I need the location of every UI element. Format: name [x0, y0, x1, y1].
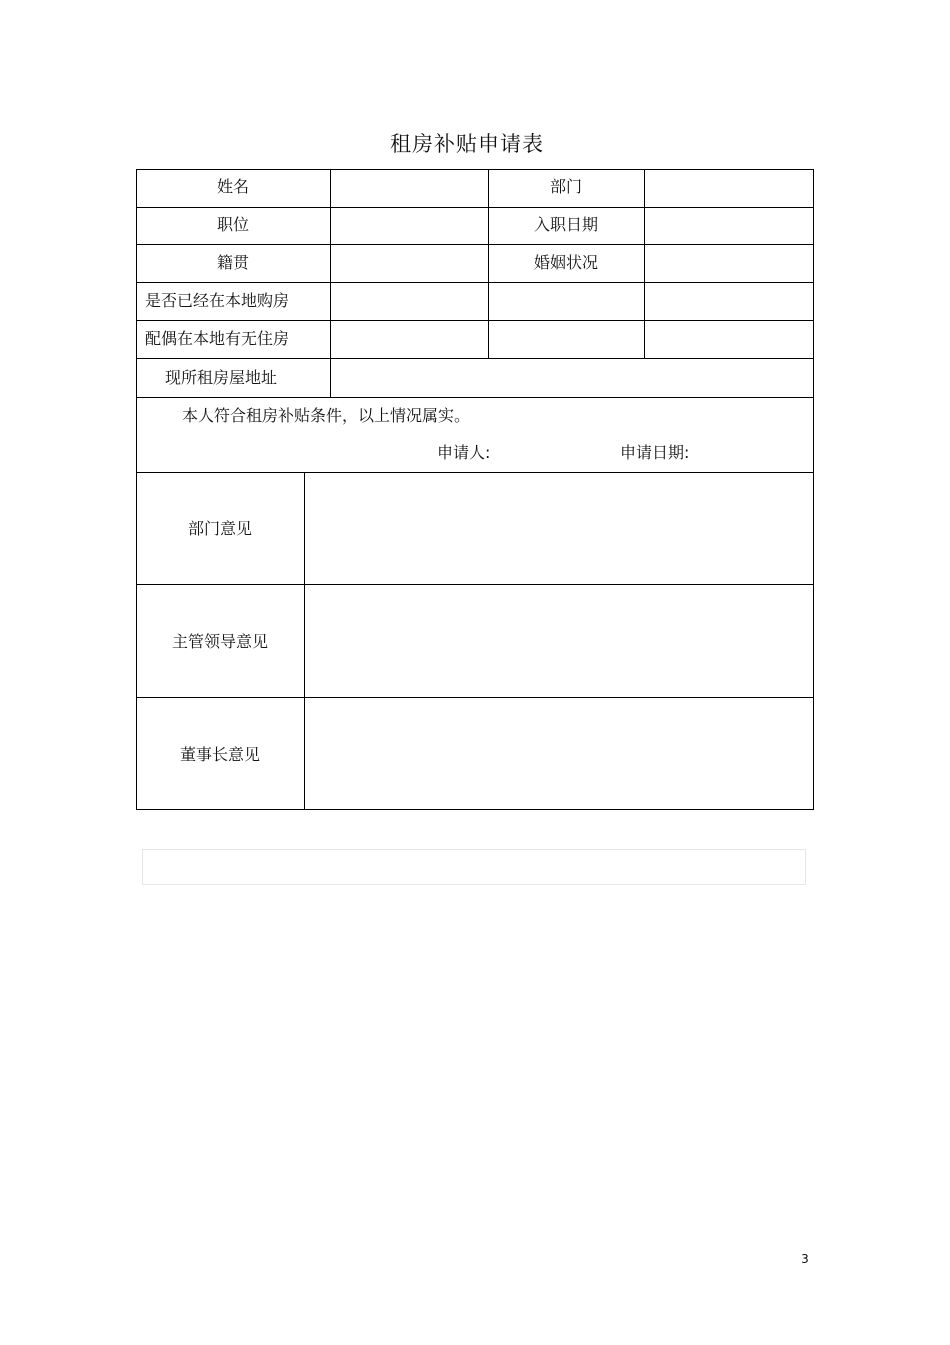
marital-status-input[interactable]: [645, 245, 813, 282]
department-input[interactable]: [645, 170, 813, 207]
spouse-local-house-label: 配偶在本地有无住房: [145, 329, 290, 348]
marital-status-label: 婚姻状况: [533, 253, 598, 272]
chairman-opinion-label: 董事长意见: [179, 745, 260, 764]
owns-local-house-label: 是否已经在本地购房: [145, 291, 290, 310]
empty-footer-box: [142, 849, 806, 885]
owns-local-house-input[interactable]: [331, 283, 488, 320]
declaration-text: 本人符合租房补贴条件，以上情况属实。: [182, 406, 471, 425]
native-place-input[interactable]: [331, 245, 488, 282]
department-opinion-area[interactable]: [305, 473, 813, 584]
position-input[interactable]: [331, 208, 488, 244]
applicant-label: 申请人:: [437, 443, 491, 462]
page-title: 租房补贴申请表: [390, 132, 544, 156]
table-border-right: [813, 169, 814, 810]
row-divider: [136, 397, 814, 398]
hire-date-input[interactable]: [645, 208, 813, 244]
name-input[interactable]: [331, 170, 488, 207]
position-label: 职位: [216, 215, 249, 234]
page-number: 3: [801, 1252, 809, 1266]
rental-address-label: 现所租房屋地址: [165, 368, 278, 387]
native-place-label: 籍贯: [216, 253, 249, 272]
application-date-label: 申请日期:: [620, 443, 690, 462]
chairman-opinion-area[interactable]: [305, 698, 813, 809]
rental-address-input[interactable]: [331, 359, 813, 397]
supervisor-opinion-label: 主管领导意见: [171, 632, 268, 651]
hire-date-label: 入职日期: [533, 215, 598, 234]
spouse-local-house-input[interactable]: [331, 321, 488, 358]
department-opinion-label: 部门意见: [187, 519, 252, 538]
table-border-bottom: [136, 809, 814, 810]
department-label: 部门: [549, 177, 582, 196]
supervisor-opinion-area[interactable]: [305, 585, 813, 697]
name-label: 姓名: [216, 177, 249, 196]
